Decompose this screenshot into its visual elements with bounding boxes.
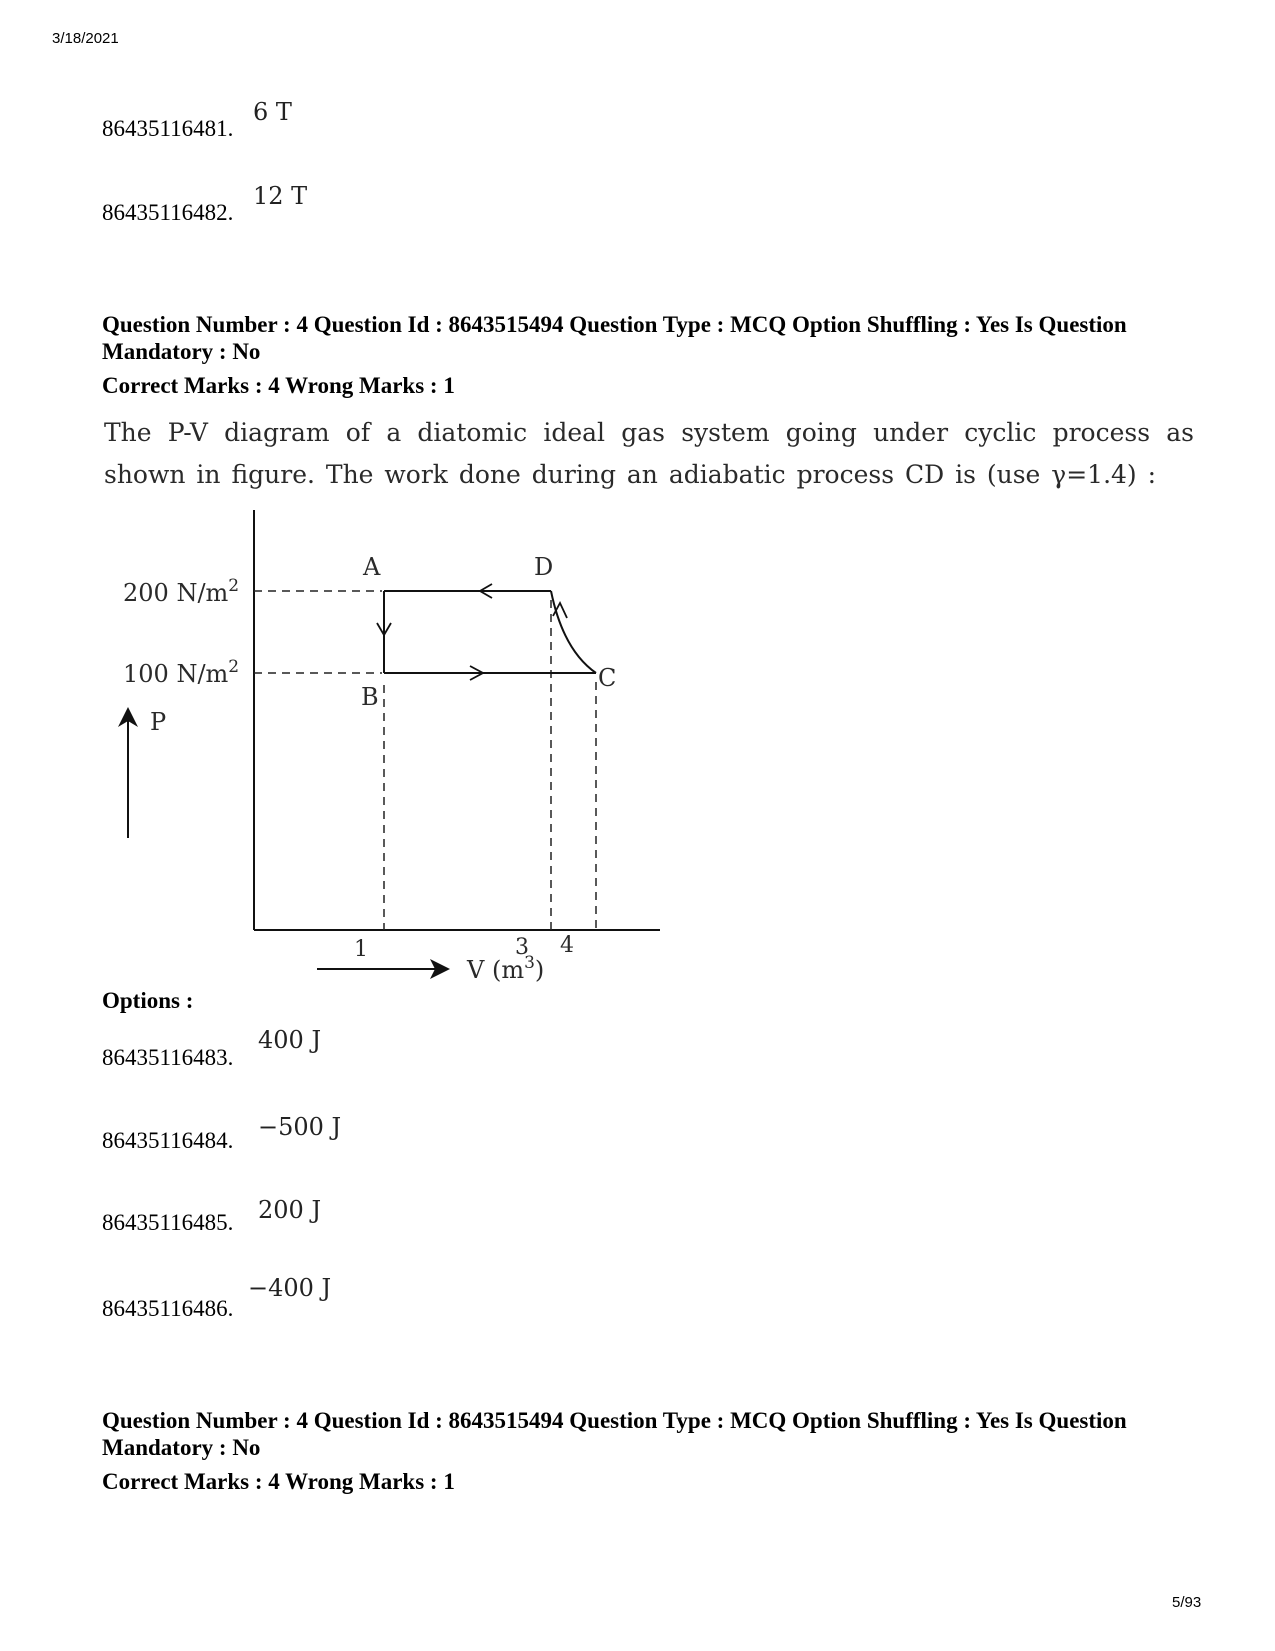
p-axis-label: P xyxy=(150,708,167,736)
option-id: 86435116486. xyxy=(102,1296,234,1321)
p-low-label: 100 $N/m^2$ xyxy=(123,657,240,688)
question-header: Question Number : 4 Question Id : 8643515494 Question Type : MCQ Option Shuffling : Yes Is Question Mandatory : No xyxy=(102,312,1127,364)
option-id: 86435116483. xyxy=(102,1045,234,1070)
point-c-label: C xyxy=(598,664,617,692)
next-question-marks: Correct Marks : 4 Wrong Marks : 1 xyxy=(102,1469,455,1494)
option-id: 86435116484. xyxy=(102,1128,234,1153)
option-value: −500 J xyxy=(258,1113,342,1141)
point-d-label: D xyxy=(534,553,554,581)
option-value: 200 J xyxy=(258,1196,322,1224)
option-value: 6 T xyxy=(253,98,292,126)
option-id: 86435116481. xyxy=(102,116,234,141)
next-question-header: Question Number : 4 Question Id : 8643515494 Question Type : MCQ Option Shuffling : Yes Is Question Mandatory : No xyxy=(102,1408,1127,1460)
p-high-label: 200 $N/m^2$ xyxy=(123,576,240,607)
print-date: 3/18/2021 xyxy=(52,30,119,47)
point-b-label: B xyxy=(361,683,379,711)
v-tick-label: 4 xyxy=(560,933,574,958)
page-number: 5/93 xyxy=(1172,1594,1202,1611)
point-a-label: A xyxy=(363,553,381,581)
v-tick-label: 1 xyxy=(354,937,368,962)
option-value: −400 J xyxy=(248,1274,332,1302)
option-value: 400 J xyxy=(258,1026,322,1054)
process-cd-adiabatic xyxy=(551,591,596,673)
v-axis-label: V $(m^3)$ xyxy=(467,953,545,984)
question-text: The P-V diagram of a diatomic ideal gas system going under cyclic process as shown in figure. The work done during an adiabatic process CD is (use γ=1.4) : xyxy=(104,418,1194,489)
options-label: Options : xyxy=(102,988,194,1013)
question-marks: Correct Marks : 4 Wrong Marks : 1 xyxy=(102,373,455,398)
option-id: 86435116485. xyxy=(102,1210,234,1235)
option-id: 86435116482. xyxy=(102,200,234,225)
pv-diagram xyxy=(105,510,665,1030)
v-tick-label: 3 xyxy=(515,935,529,960)
option-value: 12 T xyxy=(253,182,308,210)
